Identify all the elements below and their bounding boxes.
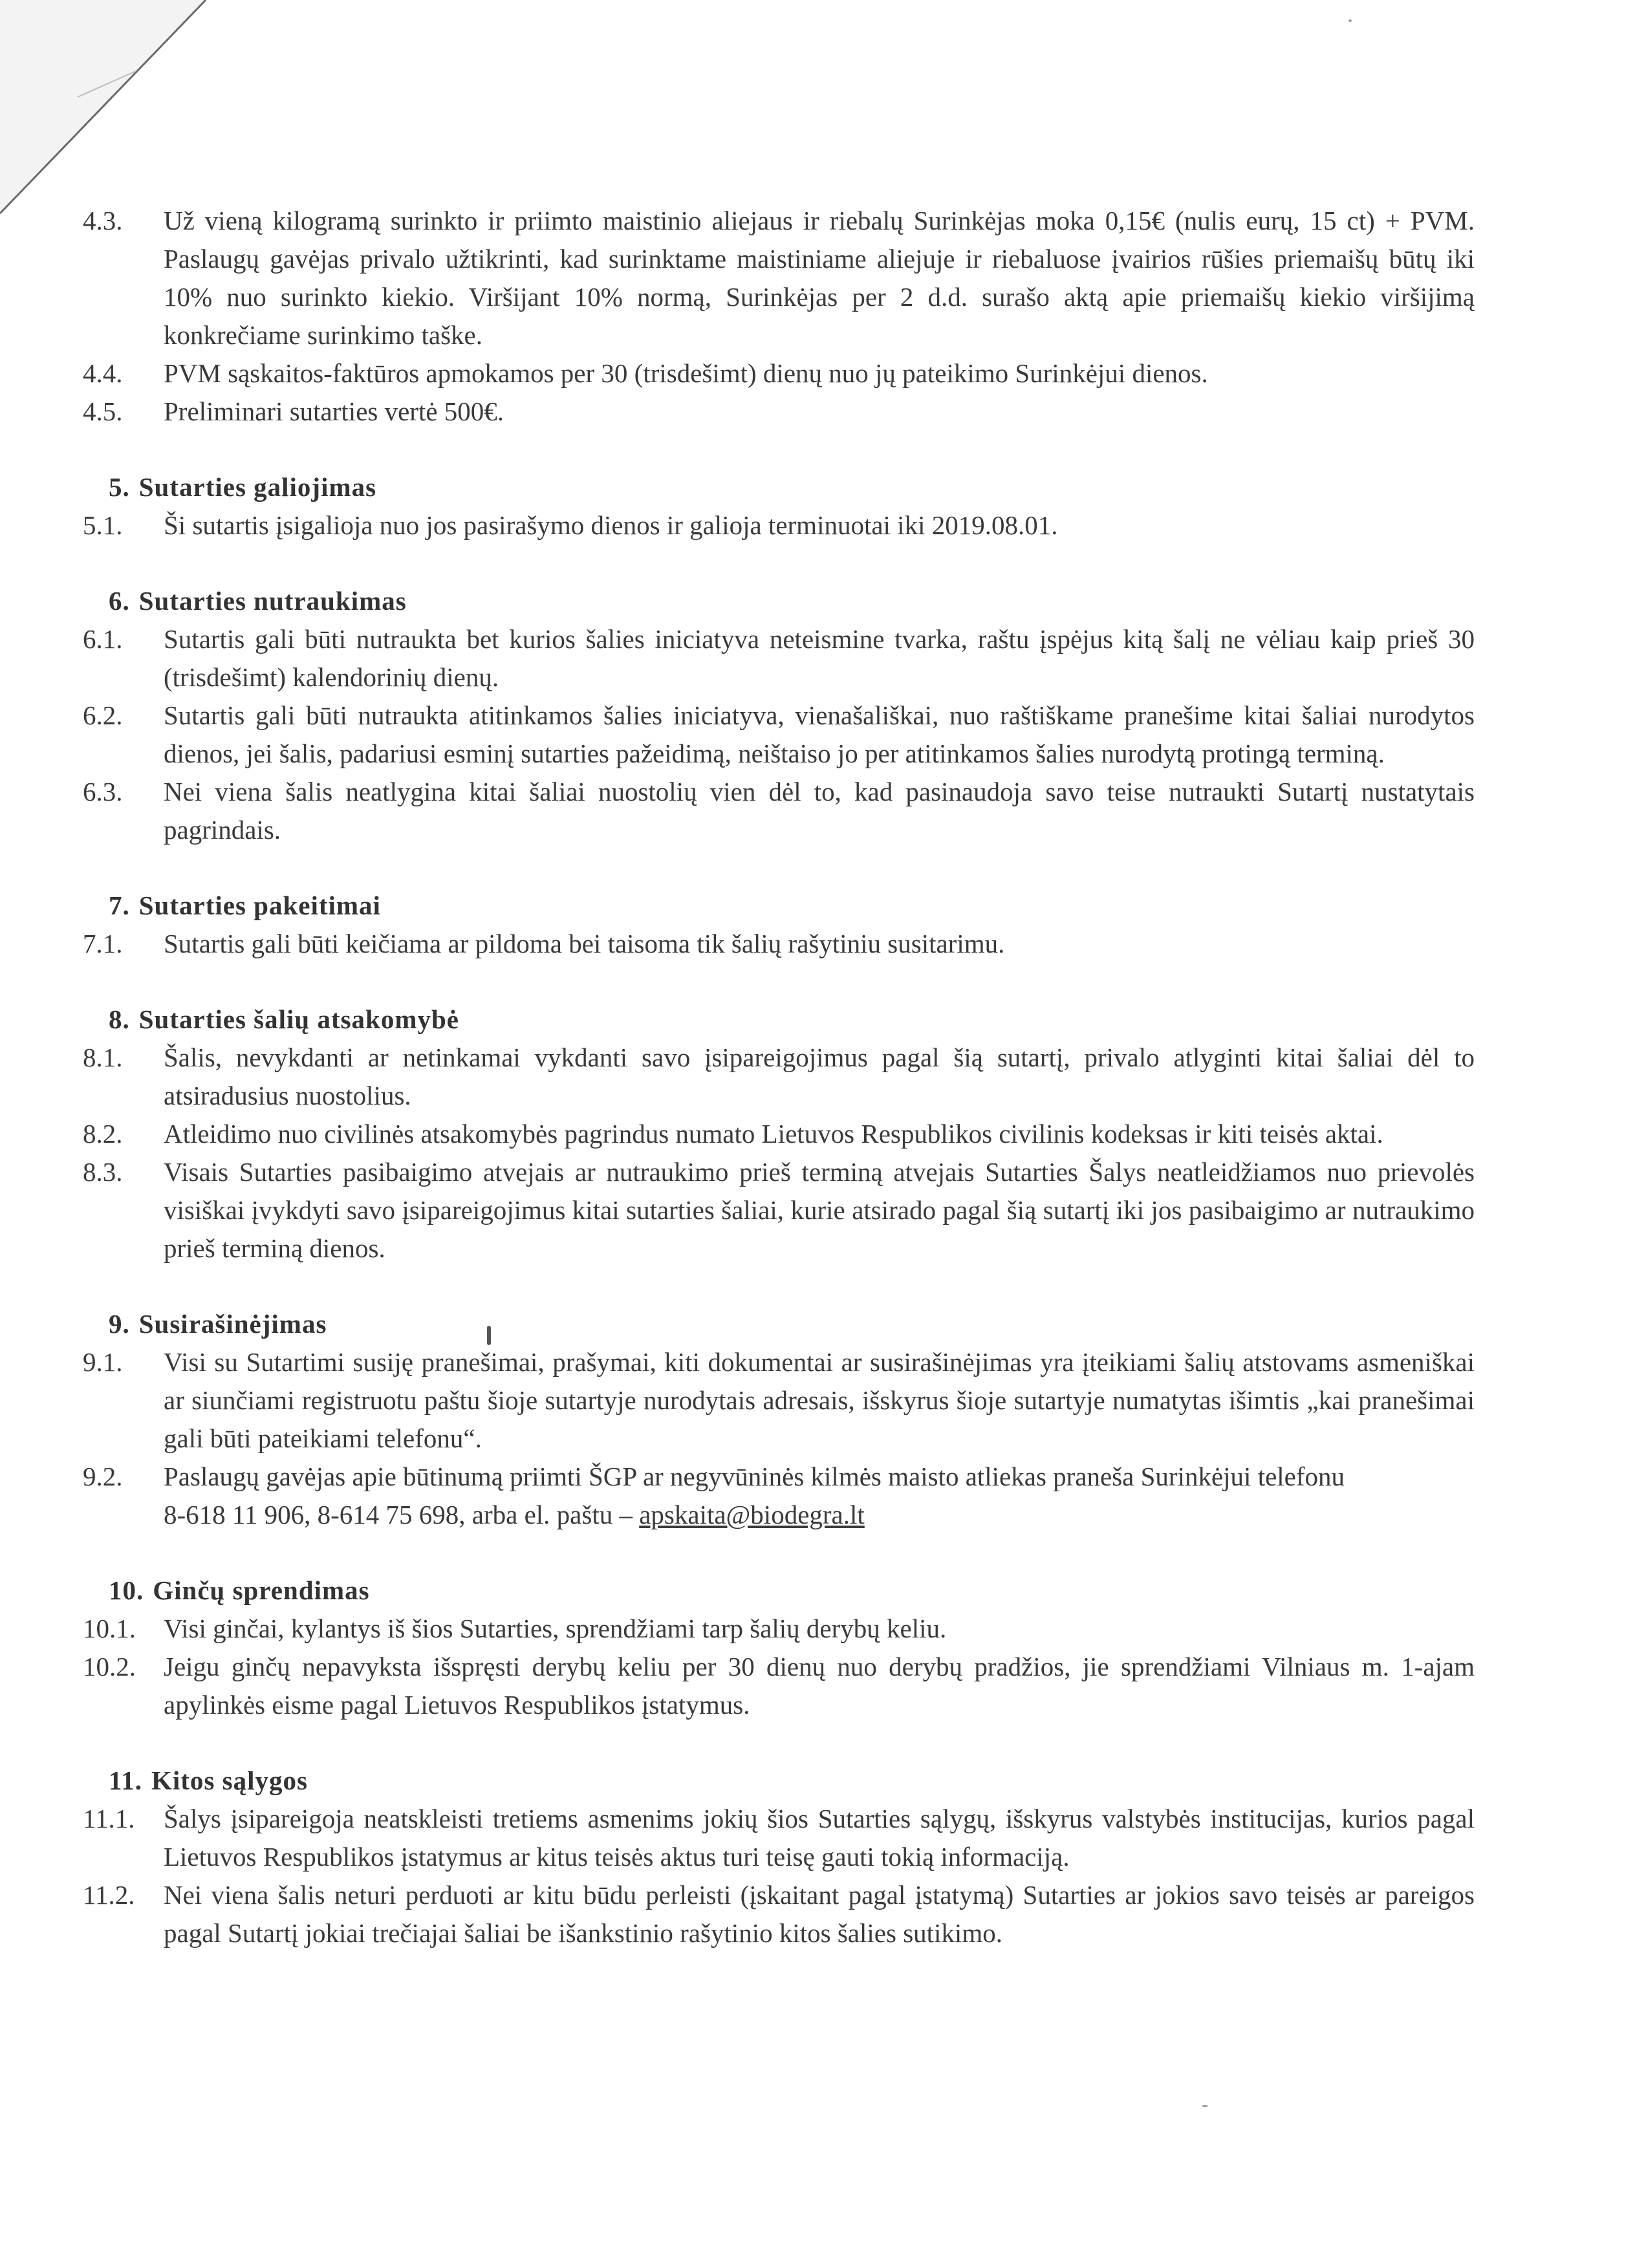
section-heading — [0, 1305, 1635, 1343]
section-title: Sutarties šalių atsakomybė — [138, 1004, 460, 1034]
clause-number: 11.1. — [83, 1804, 135, 1833]
section-heading — [0, 468, 1635, 506]
section-heading — [0, 1571, 1635, 1610]
section-title: Sutarties pakeitimai — [138, 891, 381, 920]
clause-text: PVM sąskaitos-faktūros apmokamos per 30 (trisdešimt) dienų nuo jų pateikimo Surinkėjui dienos. — [164, 358, 1208, 388]
section-s11 — [0, 1762, 1635, 1952]
clause-text: Nei viena šalis neturi perduoti ar kitu būdu perleisti (įskaitant pagal įstatymą) Sutarties ar jokios savo teisės ar pareigos pagal Sutartį jokiai trečiajai šaliai be išankstinio rašytinio kitos šalies sutikimo. — [164, 1880, 1475, 1948]
clause-number: 8.3. — [83, 1157, 123, 1187]
clause-number: 6.2. — [83, 700, 123, 730]
section-heading — [0, 887, 1635, 925]
clause-text: Paslaugų gavėjas apie būtinumą priimti ŠGP ar negyvūninės kilmės maisto atliekas praneša Surinkėjui telefonu — [164, 1462, 1345, 1491]
clause-number: 8.2. — [83, 1119, 123, 1149]
clause-text: Sutartis gali būti nutraukta bet kurios šalies iniciatyva neteismine tvarka, raštu įspėjus kitą šalį ne vėliau kaip prieš 30 (trisdešimt) kalendorinių dienų. — [164, 624, 1475, 692]
section-s4 — [0, 202, 1635, 431]
scan-speck — [1348, 19, 1352, 22]
clause — [0, 1800, 1635, 1876]
clause — [0, 925, 1635, 963]
section-heading — [0, 1762, 1635, 1800]
clause-number: 9.2. — [83, 1462, 123, 1491]
clause-text: Ši sutartis įsigalioja nuo jos pasirašymo dienos ir galioja terminuotai iki 2019.08.01. — [164, 510, 1058, 540]
clause-number: 7.1. — [83, 929, 123, 958]
section-number: 7. — [109, 891, 130, 920]
clause-text: Visi ginčai, kylantys iš šios Sutarties, sprendžiami tarp šalių derybų keliu. — [164, 1614, 947, 1643]
section-title: Ginčų sprendimas — [153, 1575, 370, 1605]
clause-number: 9.1. — [83, 1347, 123, 1377]
clause-number: 5.1. — [83, 510, 123, 540]
phone-numbers: 8-618 11 906, 8-614 75 698, arba el. paštu – — [164, 1500, 640, 1529]
clause-text: Nei viena šalis neatlygina kitai šaliai nuostolių vien dėl to, kad pasinaudoja savo teise nutraukti Sutartį nustatytais pagrindais. — [164, 777, 1475, 845]
contract-page — [0, 202, 1635, 1952]
clause-text: Šalys įsipareigoja neatskleisti tretiems asmenims jokių šios Sutarties sąlygų, išskyrus valstybės institucijas, kurios pagal Lietuvos Respublikos įstatymus ar kitus teisės aktus turi teisę gauti tokią informaciją. — [164, 1804, 1475, 1872]
section-number: 6. — [109, 586, 130, 616]
folded-corner-mark — [0, 0, 213, 220]
clause-number: 4.5. — [83, 396, 123, 426]
section-s8 — [0, 1000, 1635, 1268]
clause-text: Atleidimo nuo civilinės atsakomybės pagrindus numato Lietuvos Respublikos civilinis kodeksas ir kiti teisės aktai. — [164, 1119, 1383, 1149]
contact-line — [0, 1496, 1635, 1534]
clause-text: Sutartis gali būti nutraukta atitinkamos šalies iniciatyva, vienašališkai, nuo raštiškame pranešime kitai šaliai nurodytos dienos, jei šalis, padariusi esminį sutarties pažeidimą, neištaiso jo per atitinkamos šalies nurodytą protingą terminą. — [164, 700, 1475, 768]
section-s7 — [0, 887, 1635, 963]
clause — [0, 1343, 1635, 1458]
clause-text: Preliminari sutarties vertė 500€. — [164, 396, 504, 426]
clause — [0, 1876, 1635, 1952]
clause-number: 6.1. — [83, 624, 123, 654]
clause-number: 8.1. — [83, 1042, 123, 1072]
section-s10 — [0, 1571, 1635, 1724]
clause — [0, 1610, 1635, 1648]
section-number: 5. — [109, 472, 130, 502]
clause-number: 6.3. — [83, 777, 123, 806]
clause — [0, 697, 1635, 773]
clause — [0, 620, 1635, 697]
clause-number: 10.1. — [83, 1614, 136, 1643]
section-title: Sutarties nutraukimas — [138, 586, 407, 616]
section-title: Susirašinėjimas — [138, 1309, 327, 1339]
section-number: 11. — [109, 1766, 142, 1795]
clause-text: Visais Sutarties pasibaigimo atvejais ar nutraukimo prieš terminą atvejais Sutarties Šalys neatleidžiamos nuo prievolės visiškai įvykdyti savo įsipareigojimus kitai sutarties šaliai, kurie atsirado pagal šią sutartį iki jos pasibaigimo ar nutraukimo prieš terminą dienos. — [164, 1157, 1475, 1263]
clause — [0, 354, 1635, 393]
section-title: Kitos sąlygos — [151, 1766, 308, 1795]
section-s5 — [0, 468, 1635, 545]
clause-text: Jeigu ginčų nepavyksta išspręsti derybų keliu per 30 dienų nuo derybų pradžios, jie sprendžiami Vilniaus m. 1-ajam apylinkės eisme pagal Lietuvos Respublikos įstatymus. — [164, 1652, 1475, 1720]
section-s9 — [0, 1305, 1635, 1534]
clause-text: Už vieną kilogramą surinkto ir priimto maistinio aliejaus ir riebalų Surinkėjas moka 0,15€ (nulis eurų, 15 ct) + PVM. Paslaugų gavėjas privalo užtikrinti, kad surinktame maistiniame aliejuje ir riebaluose įvairios rūšies priemaišų būtų iki 10% nuo surinkto kiekio. Viršijant 10% normą, Surinkėjas per 2 d.d. surašo aktą apie priemaišų kiekio viršijimą konkrečiame surinkimo taške. — [164, 206, 1475, 350]
clause-number: 10.2. — [83, 1652, 136, 1681]
section-number: 8. — [109, 1004, 130, 1034]
clause — [0, 1115, 1635, 1153]
clause-text: Šalis, nevykdanti ar netinkamai vykdanti savo įsipareigojimus pagal šią sutartį, privalo atlyginti kitai šaliai dėl to atsiradusius nuostolius. — [164, 1042, 1475, 1110]
clause-text: Visi su Sutartimi susiję pranešimai, prašymai, kiti dokumentai ar susirašinėjimas yra įteikiami šalių atstovams asmeniškai ar siunčiami registruotu paštu šioje sutartyje nurodytais adresais, išskyrus šioje sutartyje numatytas išimtis „kai pranešimai gali būti pateikiami telefonu“. — [164, 1347, 1475, 1453]
clause — [0, 1153, 1635, 1268]
clause — [0, 202, 1635, 354]
scan-speck — [1202, 2105, 1208, 2107]
clause-number: 4.3. — [83, 206, 123, 235]
clause-number: 4.4. — [83, 358, 123, 388]
section-s6 — [0, 582, 1635, 849]
clause — [0, 506, 1635, 545]
clause — [0, 1458, 1635, 1496]
email-link[interactable]: apskaita@biodegra.lt — [639, 1500, 865, 1529]
clause — [0, 773, 1635, 849]
section-title: Sutarties galiojimas — [138, 472, 377, 502]
clause — [0, 393, 1635, 431]
section-number: 10. — [109, 1575, 144, 1605]
clause-text: Sutartis gali būti keičiama ar pildoma bei taisoma tik šalių rašytiniu susitarimu. — [164, 929, 1005, 958]
section-heading — [0, 1000, 1635, 1039]
clause — [0, 1039, 1635, 1115]
section-number: 9. — [109, 1309, 130, 1339]
clause — [0, 1648, 1635, 1724]
section-heading — [0, 582, 1635, 620]
clause-number: 11.2. — [83, 1880, 135, 1910]
